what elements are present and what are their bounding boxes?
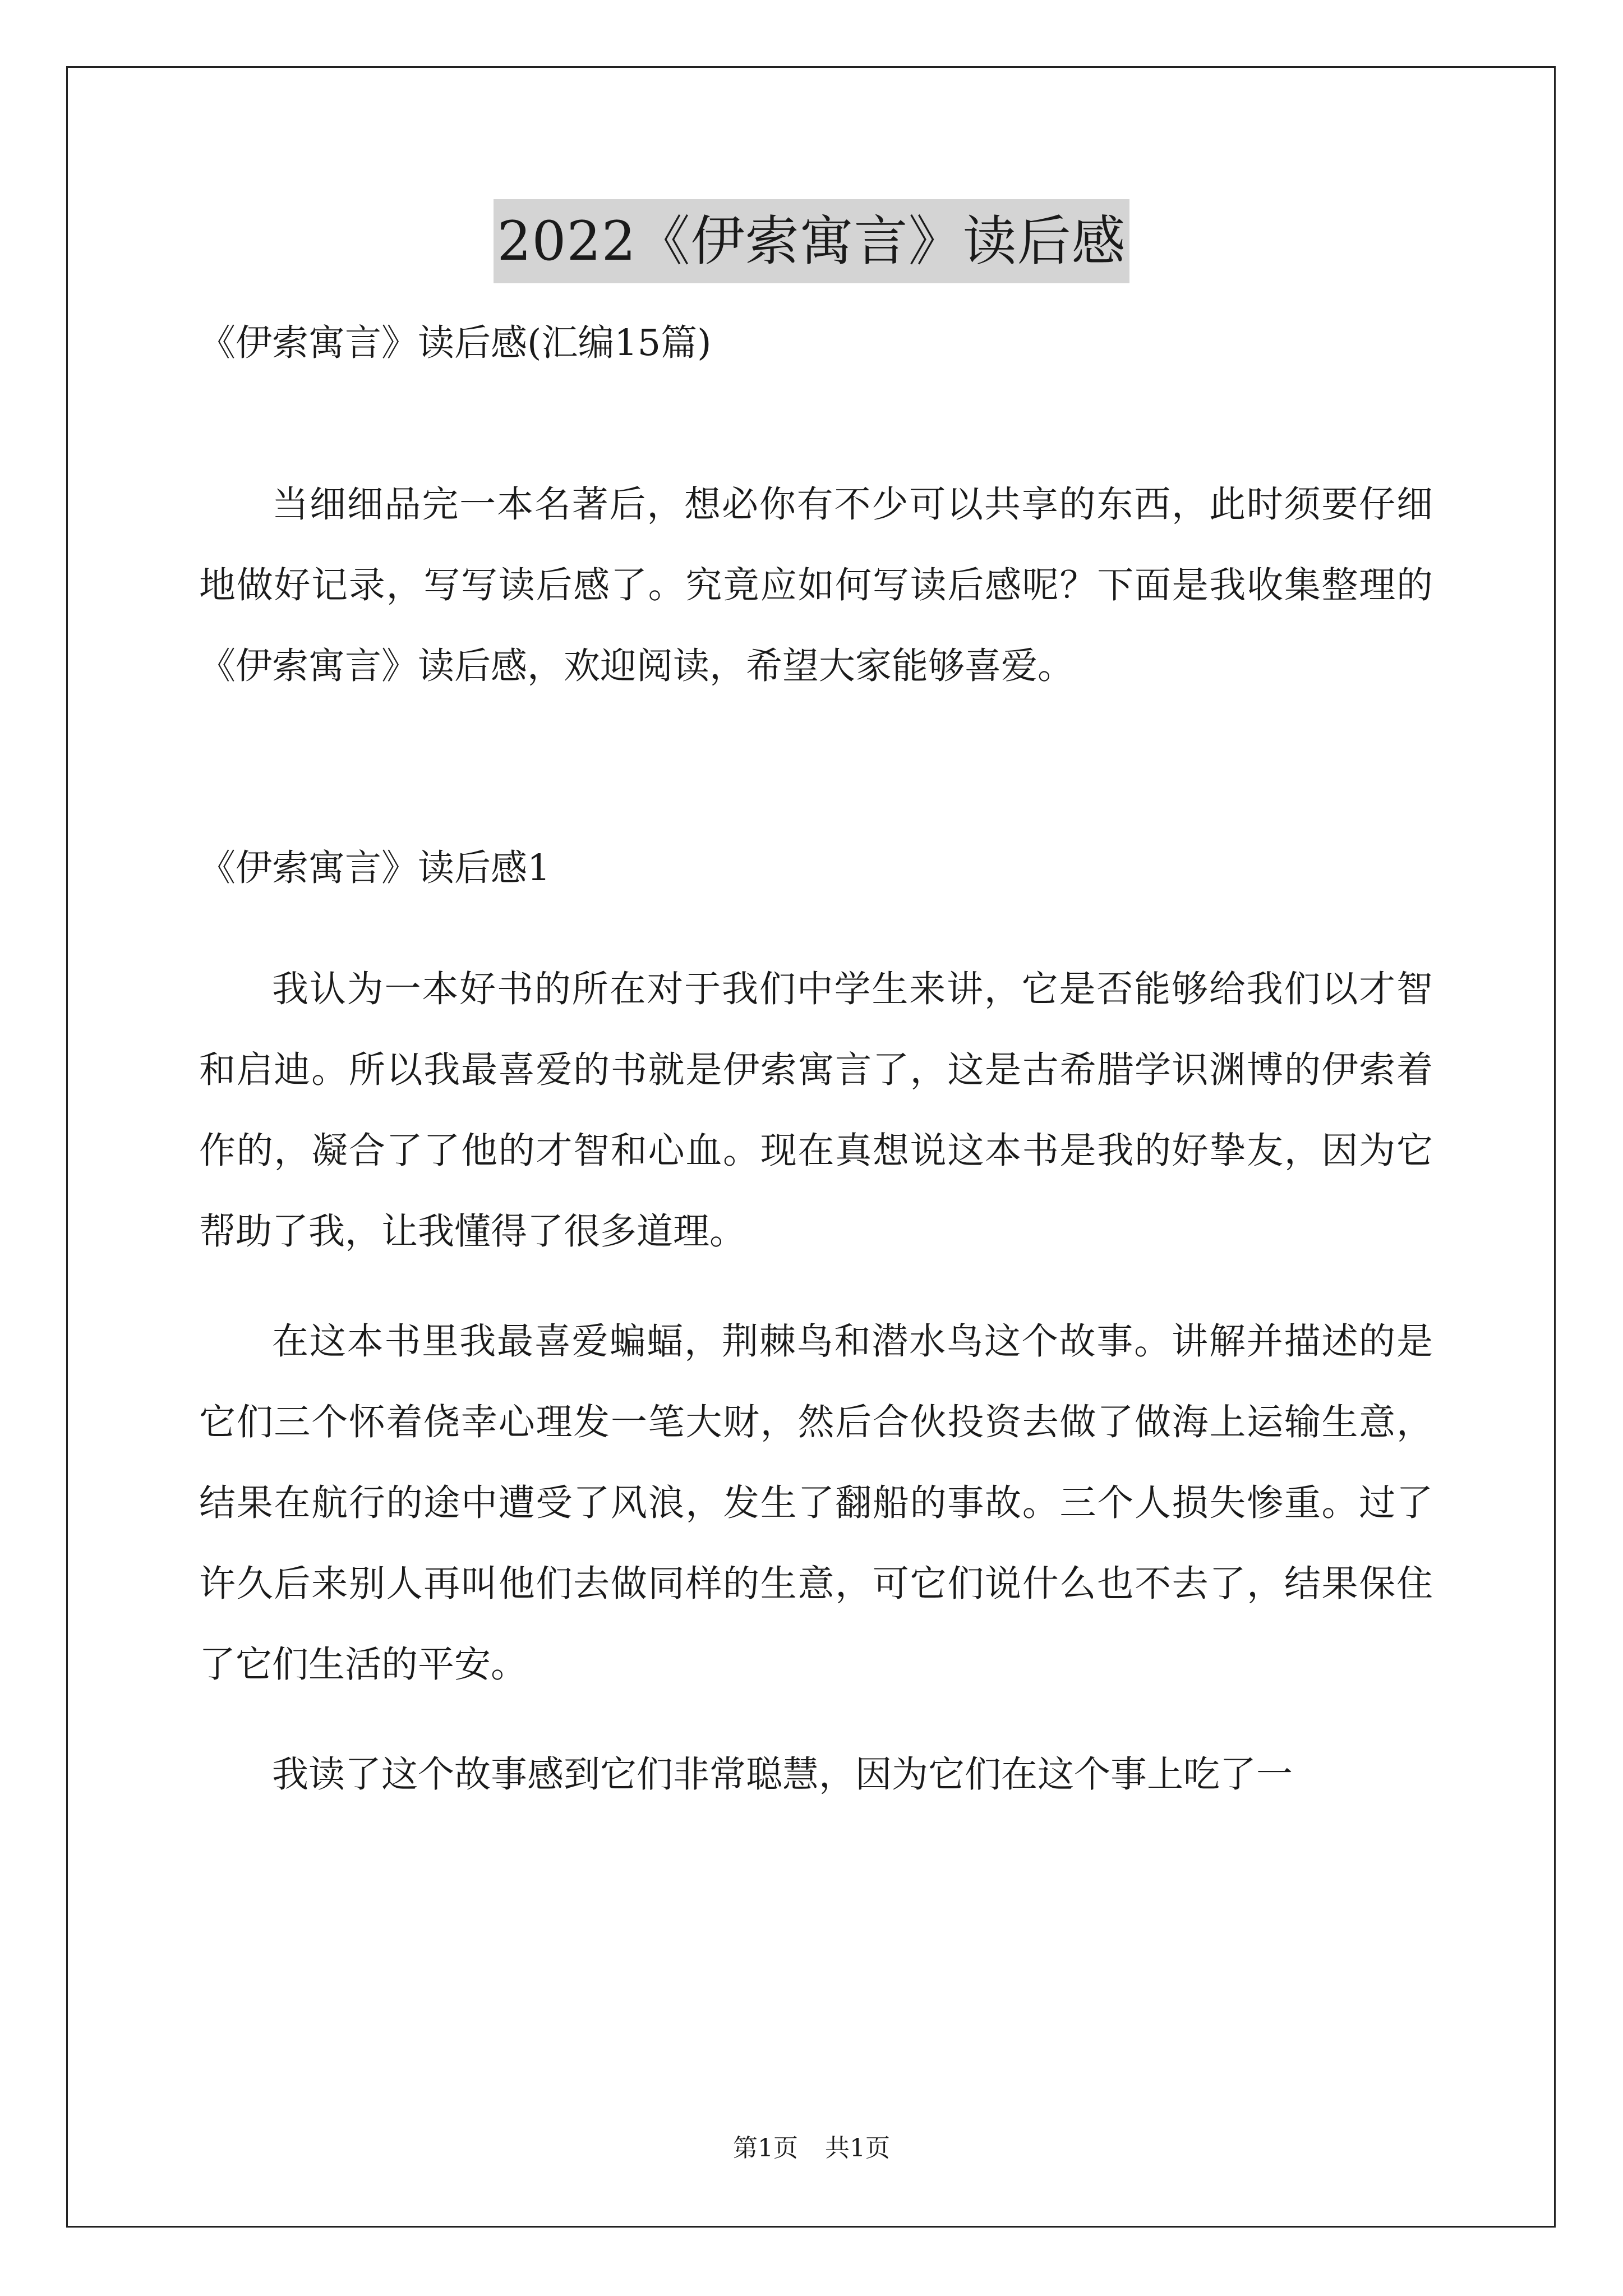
title-container: [0, 199, 1623, 283]
section1-paragraph-3: 我读了这个故事感到它们非常聪慧，因为它们在这个事上吃了一: [272, 1754, 1293, 1796]
page-number: 第1页: [733, 2134, 798, 2162]
document-body: [199, 303, 1433, 1815]
section1-paragraph-2: 在这本书里我最喜爱蝙蝠，荆棘鸟和潜水鸟这个故事。讲解并描述的是它们三个怀着侥幸心理发一笔大财，然后合伙投资去做了做海上运输生意，结果在航行的途中遭受了风浪，发生了翻船的事故。三个人损失惨重。过了许久后来别人再叫他们去做同样的生意，可它们说什么也不去了，结果保住了它们生活的平安。: [199, 1320, 1433, 1686]
section1-paragraph-1: 我认为一本好书的所在对于我们中学生来讲，它是否能够给我们以才智和启迪。所以我最喜爱的书就是伊索寓言了，这是古希腊学识渊博的伊索着作的，凝合了了他的才智和心血。现在真想说这本书是我的好挚友，因为它帮助了我，让我懂得了很多道理。: [199, 968, 1433, 1253]
intro-paragraph: 当细细品完一本名著后，想必你有不少可以共享的东西，此时须要仔细地做好记录，写写读后感了。究竟应如何写读后感呢？下面是我收集整理的《伊索寓言》读后感，欢迎阅读，希望大家能够喜爱。: [199, 484, 1433, 687]
section-heading-1: 《伊索寓言》读后感1: [199, 847, 551, 889]
document-title: 2022《伊索寓言》读后感: [494, 199, 1129, 283]
page-footer: [0, 2132, 1623, 2165]
document-subtitle: 《伊索寓言》读后感(汇编15篇): [199, 322, 712, 364]
page-total: 共1页: [825, 2134, 890, 2162]
